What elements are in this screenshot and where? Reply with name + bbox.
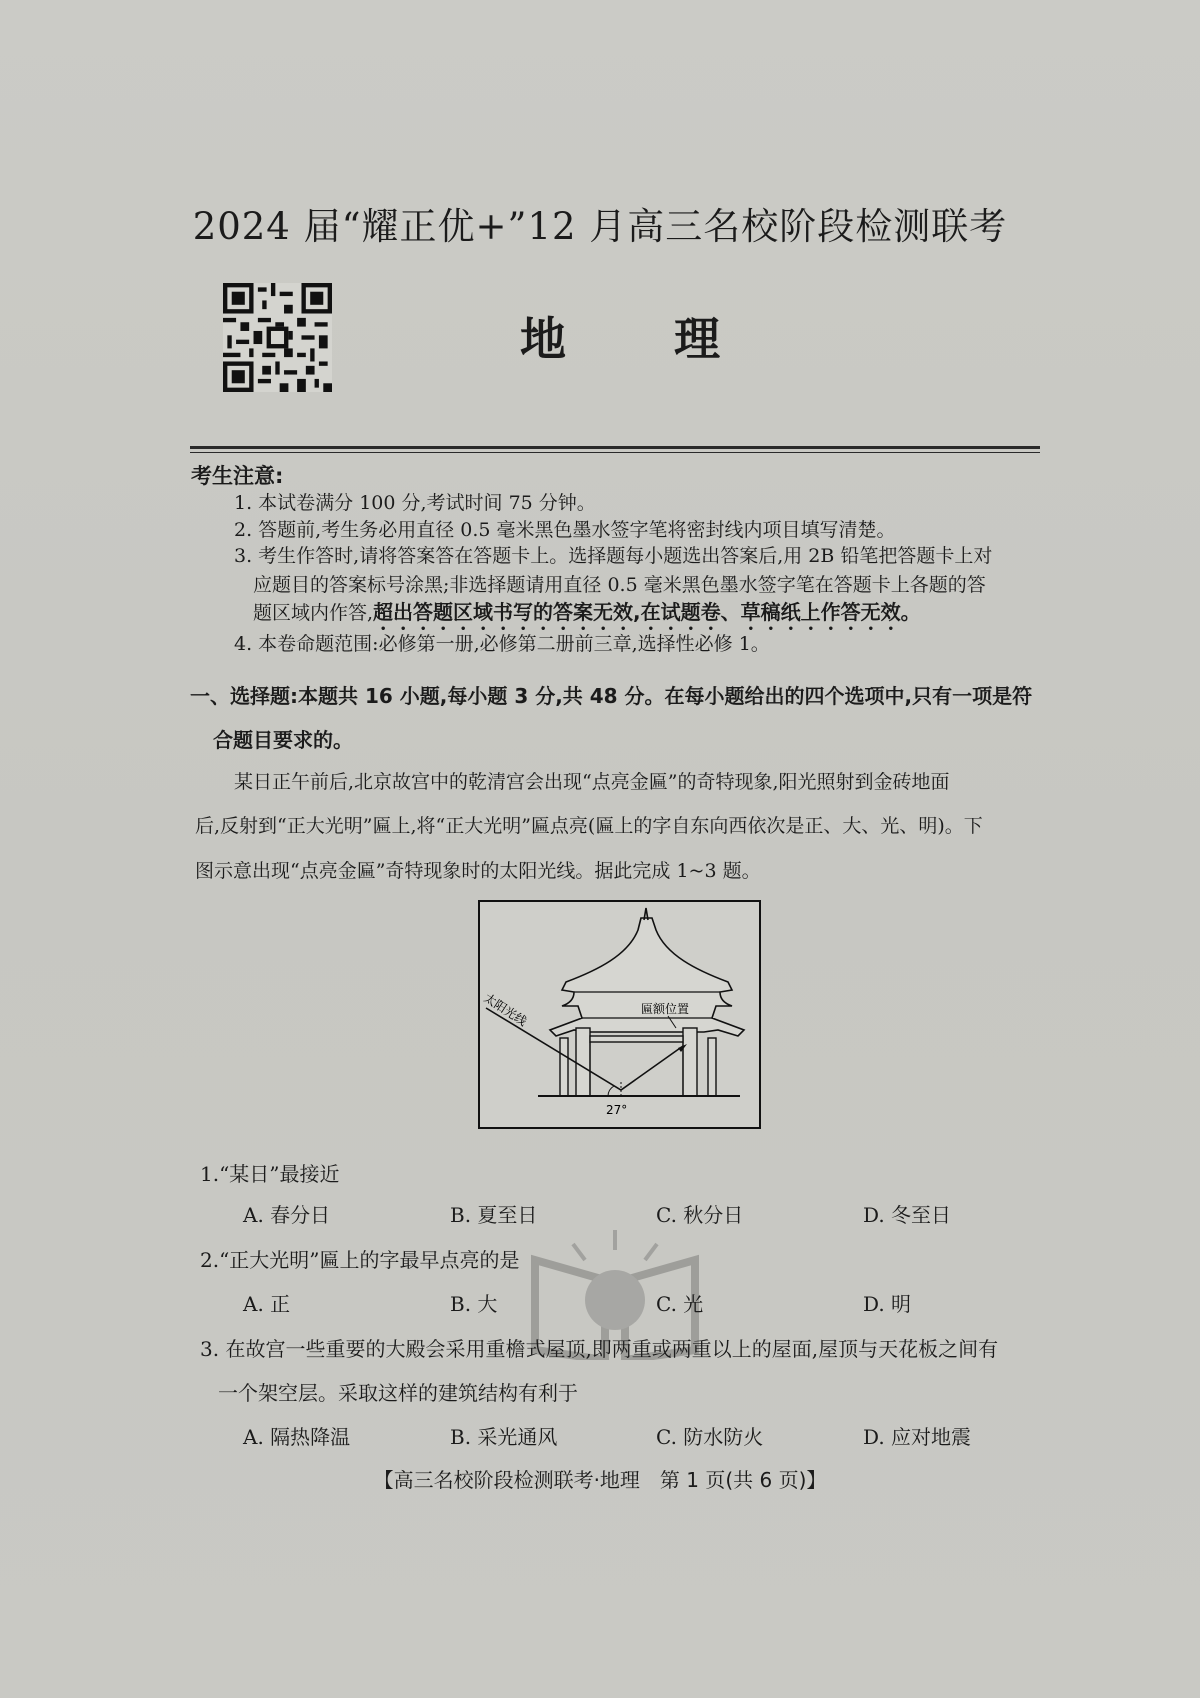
notice-item-3-normal: 题区域内作答, <box>253 602 374 624</box>
question-3-option-b: B. 采光通风 <box>450 1425 558 1449</box>
notice-item-3-line1: 3. 考生作答时,请将答案答在答题卡上。选择题每小题选出答案后,用 2B 铅笔把答题卡上对 <box>234 545 993 567</box>
plaque-position-label: 匾额位置 <box>641 1002 690 1016</box>
subject-title: 地理 <box>520 312 828 366</box>
notice-item-3-emphasis: 超出答题区域书写的答案无效,在试题卷、草稿纸上作答无效。 <box>373 600 921 624</box>
page-footer: 【高三名校阶段检测联考·地理 第 1 页(共 6 页)】 <box>373 1468 827 1492</box>
section-instruction-line2: 合题目要求的。 <box>213 728 353 752</box>
passage-line-3: 图示意出现“点亮金匾”奇特现象时的太阳光线。据此完成 1~3 题。 <box>195 860 761 882</box>
question-2-stem: 2.“正大光明”匾上的字最早点亮的是 <box>200 1248 520 1272</box>
question-3-option-c: C. 防水防火 <box>656 1425 764 1449</box>
question-3-stem-continued: 一个架空层。采取这样的建筑结构有利于 <box>218 1381 578 1405</box>
question-2-option-d: D. 明 <box>863 1292 912 1316</box>
exam-title: 2024 届“耀正优+”12 月高三名校阶段检测联考 <box>192 205 1008 248</box>
question-2-option-b: B. 大 <box>450 1292 498 1316</box>
palace-sunlight-diagram <box>478 900 761 1129</box>
question-3-stem: 3. 在故宫一些重要的大殿会采用重檐式屋顶,即两重或两重以上的屋面,屋顶与天花板之间有 <box>200 1337 999 1361</box>
notice-heading: 考生注意: <box>191 464 284 488</box>
section-instruction-line1: 一、选择题:本题共 16 小题,每小题 3 分,共 48 分。在每小题给出的四个选项中,只有一项是符 <box>190 684 1033 708</box>
question-1-option-d: D. 冬至日 <box>863 1203 952 1227</box>
question-1-option-c: C. 秋分日 <box>656 1203 744 1227</box>
question-1-stem: 1.“某日”最接近 <box>200 1162 340 1186</box>
notice-item-3-line2: 应题目的答案标号涂黑;非选择题请用直径 0.5 毫米黑色墨水签字笔在答题卡上各题的答 <box>253 574 986 596</box>
question-1-option-b: B. 夏至日 <box>450 1203 538 1227</box>
notice-item-1: 1. 本试卷满分 100 分,考试时间 75 分钟。 <box>234 492 596 514</box>
question-1-option-a: A. 春分日 <box>243 1203 331 1227</box>
question-2-option-a: A. 正 <box>243 1292 291 1316</box>
passage-line-2: 后,反射到“正大光明”匾上,将“正大光明”匾点亮(匾上的字自东向西依次是正、大、光、明)。下 <box>195 815 983 837</box>
passage-line-1: 某日正午前后,北京故宫中的乾清宫会出现“点亮金匾”的奇特现象,阳光照射到金砖地面 <box>234 771 950 793</box>
angle-label: 27° <box>606 1103 628 1117</box>
header-divider <box>190 446 1040 449</box>
notice-item-2: 2. 答题前,考生务必用直径 0.5 毫米黑色墨水签字笔将密封线内项目填写清楚。 <box>234 519 896 541</box>
qr-code <box>223 283 332 392</box>
question-2-option-c: C. 光 <box>656 1292 704 1316</box>
header-divider-thin <box>190 452 1040 453</box>
question-3-option-d: D. 应对地震 <box>863 1425 972 1449</box>
notice-item-4: 4. 本卷命题范围:必修第一册,必修第二册前三章,选择性必修 1。 <box>234 633 770 655</box>
sun-ray-label: 太阳光线 <box>481 990 530 1029</box>
question-3-option-a: A. 隔热降温 <box>243 1425 351 1449</box>
